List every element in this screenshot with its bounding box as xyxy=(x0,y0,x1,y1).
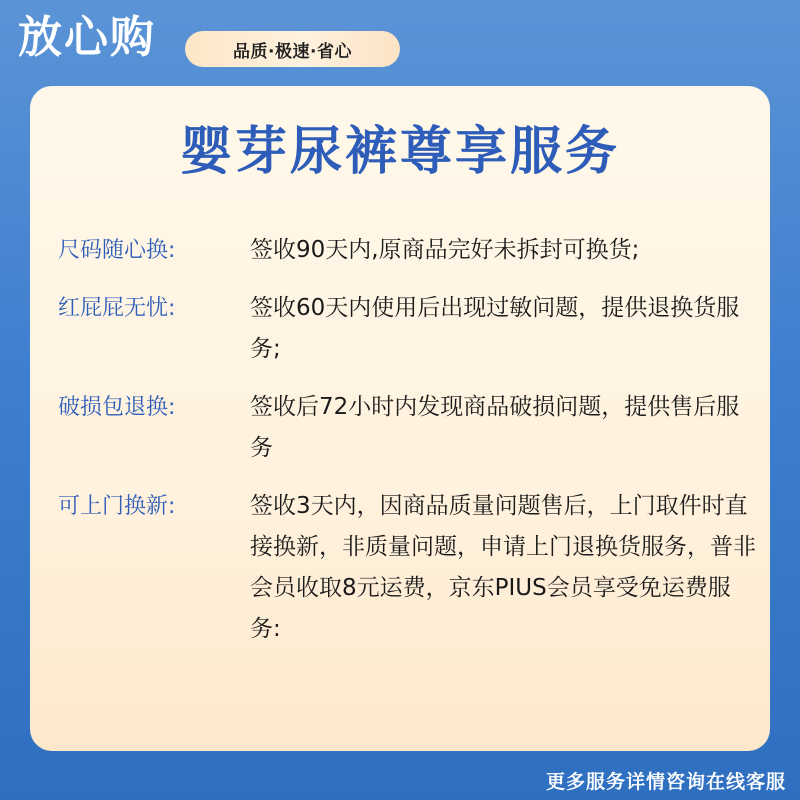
footer-contact-text: 更多服务详情咨询在线客服 xyxy=(545,770,786,793)
service-label: 破损包退换: xyxy=(58,395,176,420)
service-description: 签收90天内,原商品完好未拆封可换货; xyxy=(250,237,640,263)
service-label: 红屁屁无忧: xyxy=(58,296,176,321)
service-description: 签收60天内使用后出现过敏问题，提供退换货服务; xyxy=(250,295,740,362)
brand-title: 放心购 xyxy=(18,12,156,63)
footer-bar xyxy=(0,760,800,800)
service-item-home-exchange xyxy=(58,486,758,650)
service-item-size-exchange xyxy=(58,230,758,271)
service-list xyxy=(58,230,758,667)
service-label: 尺码随心换: xyxy=(58,238,176,263)
service-label: 可上门换新: xyxy=(58,494,176,519)
tagline-badge: 品质·极速·省心 xyxy=(185,31,400,67)
service-card xyxy=(30,86,770,751)
service-item-rash-guarantee xyxy=(58,288,758,370)
card-title: 婴芽尿裤尊享服务 xyxy=(179,122,620,182)
service-item-damage-return xyxy=(58,387,758,469)
service-description: 签收3天内，因商品质量问题售后，上门取件时直接换新，非质量问题，申请上门退换货服务，普非会员收取8元运费，京东PIUS会员享受免运费服务: xyxy=(250,493,756,642)
service-description: 签收后72小时内发现商品破损问题，提供售后服务 xyxy=(250,394,740,461)
